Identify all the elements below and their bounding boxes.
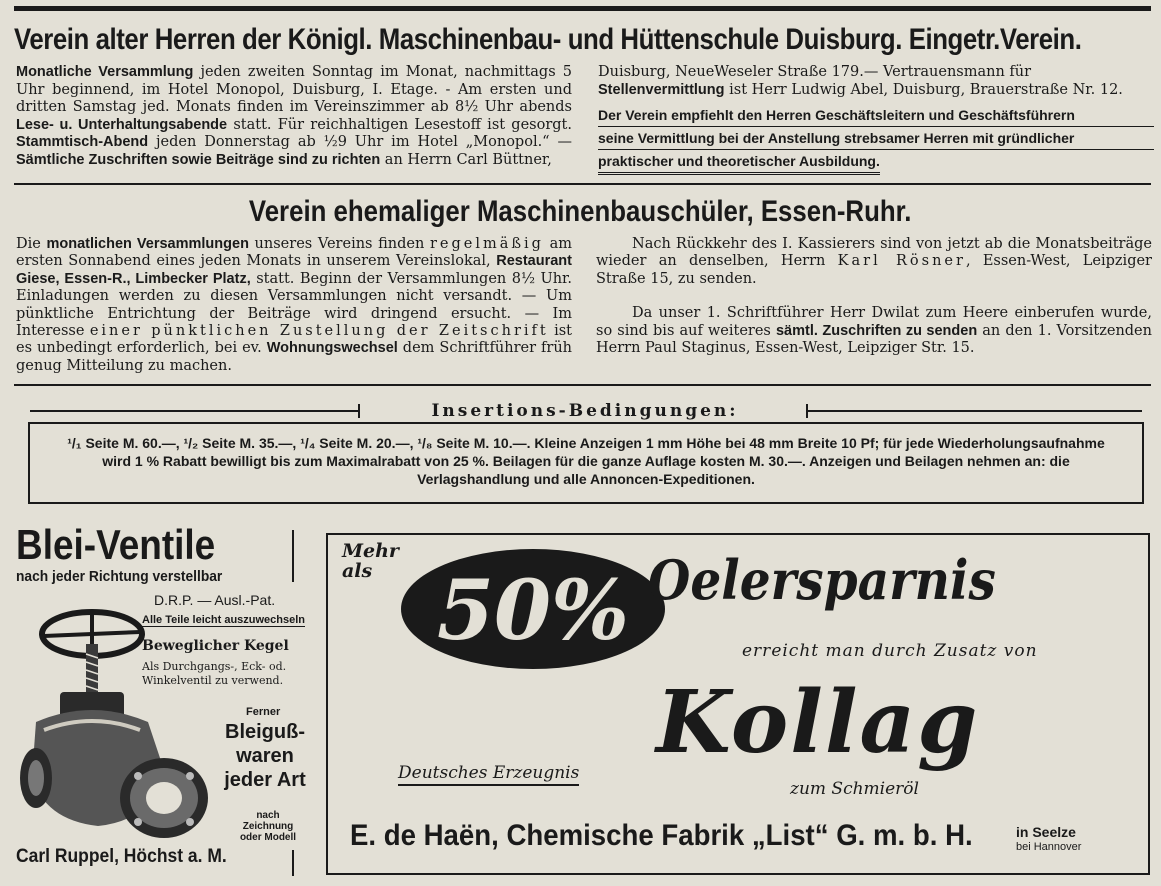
s2-left-text-4: statt. Beginn der Versammlungen 8½ Uhr. Einladungen werden zu diesen Versammlungen nicht versandt. — Um pünktliche Entrichtung der Beiträge wird dringend ersucht. — Im Interesse: [16, 270, 572, 340]
ad-right-location: in Seelze: [1016, 824, 1076, 840]
percent-oval: [398, 545, 668, 673]
ad-right-company: E. de Haën, Chemische Fabrik „List“ G. m. b. H.: [350, 819, 973, 852]
ad-left-nach-line: oder Modell: [239, 832, 297, 843]
ad-left-ferner: Ferner: [246, 706, 281, 718]
ad-right-location-sub: bei Hannover: [1016, 841, 1082, 853]
section1-recommendation-box: [598, 104, 1154, 175]
s1-left-text-3: jeden Donnerstag ab ½9 Uhr im Hotel „Monopol.“ —: [148, 134, 572, 151]
s1-left-text-2: statt. Für reichhaltigen Lesestoff ist gesorgt.: [227, 116, 572, 133]
ad-right-erreicht: erreicht man durch Zusatz von: [742, 641, 1038, 661]
section2-title: Verein ehemaliger Maschinenbauschüler, Essen-Ruhr.: [249, 195, 912, 228]
s2-right-paragraph-2: [596, 305, 1152, 357]
ad-right-mehr: [342, 541, 399, 581]
s2-left-spaced-2: einer pünktlichen Zustellung der Zeitschrift: [89, 323, 549, 340]
s2-left-bold-1: monatlichen Versammlungen: [46, 236, 249, 252]
ad-left-nach-line: nach Zeichnung: [242, 810, 294, 832]
s2-left-text-5: ist es unbedingt erforderlich, bei ev.: [16, 323, 573, 357]
ad-left-kegel: Beweglicher Kegel: [142, 638, 289, 654]
s1-right-bold-1: Stellenvermittlung: [598, 81, 725, 98]
insertion-box: [28, 422, 1144, 504]
s1-left-bold-3: Stammtisch-Abend: [16, 134, 149, 151]
s2-left-text-3: am ersten Sonnabend eines jeden Monats in unserem Vereinslokal,: [16, 236, 572, 270]
section2-left-text: [16, 236, 572, 375]
s2-right-bold-1: sämtl. Zuschriften zu senden: [775, 322, 978, 339]
ad-right-zum: zum Schmieröl: [790, 779, 919, 799]
section2-right-text: [596, 236, 1152, 374]
ad-left-company: Carl Ruppel, Höchst a. M.: [16, 846, 227, 867]
s1-right-text-1: Duisburg, NeueWeseler Straße 179.— Vertrauensmann für: [598, 64, 1032, 80]
top-rule: [14, 6, 1151, 11]
ad-left-durch: Als Durchgangs-, Eck- od. Winkelventil zu verwend.: [142, 660, 287, 687]
ad-left-teile: Alle Teile leicht auszuwechseln: [142, 614, 306, 626]
section2-title-wrap: [0, 192, 1161, 232]
section1-right-text: [598, 64, 1152, 99]
ad-right-brand: Kollag: [656, 672, 980, 773]
ad-left-bar: [292, 530, 294, 582]
valve-illustration: [14, 600, 219, 845]
ad-blei-ventile: [14, 520, 314, 880]
s2-left-bold-3: Wohnungswechsel: [266, 340, 398, 357]
ad-right-mehr-line: als: [342, 560, 373, 582]
insertion-rule-left: [30, 410, 360, 412]
s2-right-text-4: an den 1. Vorsitzenden Herrn Paul Staginus, Essen-West, Leipziger Str. 15.: [596, 322, 1152, 357]
ad-left-bleiguss: [210, 720, 320, 792]
percent-text: 50%: [436, 563, 630, 659]
ad-right-deutsch: Deutsches Erzeugnis: [398, 763, 579, 786]
ad-left-bleiguss-line: waren: [236, 745, 294, 767]
s1-left-bold-1: Monatliche Versammlung: [16, 64, 194, 80]
section1-left-text: [16, 64, 572, 170]
s2-left-spaced-1: regelmäßig: [429, 236, 544, 252]
s2-right-spaced-name: Karl Rösner: [837, 253, 966, 270]
ad-left-subtitle: nach jeder Richtung verstellbar: [16, 568, 223, 585]
insertion-title: Insertions-Bedingungen:: [431, 401, 739, 421]
ad-left-patent: D.R.P. — Ausl.-Pat.: [154, 592, 276, 608]
recommendation-line: praktischer und theoretischer Ausbildung.: [598, 150, 880, 175]
ad-left-bleiguss-line: jeder Art: [224, 769, 306, 791]
insertion-text: ¹/₁ Seite M. 60.—, ¹/₂ Seite M. 35.—, ¹/₄ Seite M. 20.—, ¹/₈ Seite M. 10.—. Kleine Anzeigen 1 mm Höhe bei 48 mm Breite 10 Pf; für jede Wiederholungsaufnahme wird 1 % Rabatt bewilligt bis zum Maximalrabatt von 25 %. Beilagen für die ganze Auflage kosten M. 30.—. Anzeigen und Beilagen nehmen an: die Verlagshandlung und alle Annoncen-Expeditionen.: [67, 435, 1105, 487]
s1-left-bold-2: Lese- u. Unterhaltungsabende: [16, 116, 228, 133]
section-divider: [14, 384, 1151, 386]
ad-left-nach: [230, 810, 306, 843]
s2-right-text-3: Da unser 1. Schriftführer Herr Dwilat zum Heere einberufen wurde, so sind bis auf weiteres: [596, 305, 1152, 339]
ad-right-mehr-line: Mehr: [342, 540, 399, 562]
s2-right-paragraph-1: [596, 236, 1152, 288]
s2-right-text-2: , Essen-West, Leipziger Straße 15, zu senden.: [596, 253, 1152, 287]
section-divider: [14, 183, 1151, 185]
s2-right-text-1: Nach Rückkehr des I. Kassierers sind von jetzt ab die Monatsbeiträge wieder an denselben, Herrn: [596, 236, 1152, 270]
insertion-rule-right: [806, 410, 1142, 412]
ad-left-bleiguss-line: Bleiguß-: [225, 721, 305, 743]
s2-left-text-1: Die: [16, 236, 47, 252]
s1-left-text-4: an Herrn Carl Büttner,: [380, 151, 552, 168]
s2-left-text-6: dem Schriftführer früh genug Mitteilung zu machen.: [16, 340, 572, 374]
recommendation-line: Der Verein empfiehlt den Herren Geschäftsleitern und Geschäftsführern: [598, 104, 1154, 127]
ad-left-bar: [292, 850, 294, 876]
ad-left-title: Blei-Ventile: [16, 521, 216, 568]
section1-title: Verein alter Herren der Königl. Maschinenbau- und Hüttenschule Duisburg. Eingetr.Verein.: [14, 23, 1082, 56]
s2-left-text-2: unseres Vereins finden: [248, 236, 430, 252]
ad-right-headline: Oelersparnis: [648, 548, 996, 612]
s2-left-bold-2: Restaurant Giese, Essen-R., Limbecker Platz,: [16, 253, 572, 287]
ad-kollag: [326, 533, 1150, 875]
s1-left-bold-4: Sämtliche Zuschriften sowie Beiträge sind zu richten: [16, 151, 381, 168]
s1-left-text-1: jeden zweiten Sonntag im Monat, nachmittags 5 Uhr beginnend, im Hotel Monopol, Duisburg, I. Etage. - Am ersten und dritten Samstag jed. Monats finden im Vereinszimmer ab 8½ Uhr abends: [16, 64, 572, 116]
recommendation-line: seine Vermittlung bei der Anstellung strebsamer Herren mit gründlicher: [598, 127, 1154, 150]
s1-right-text-2: ist Herr Ludwig Abel, Duisburg, Brauerstraße Nr. 12.: [724, 81, 1123, 98]
